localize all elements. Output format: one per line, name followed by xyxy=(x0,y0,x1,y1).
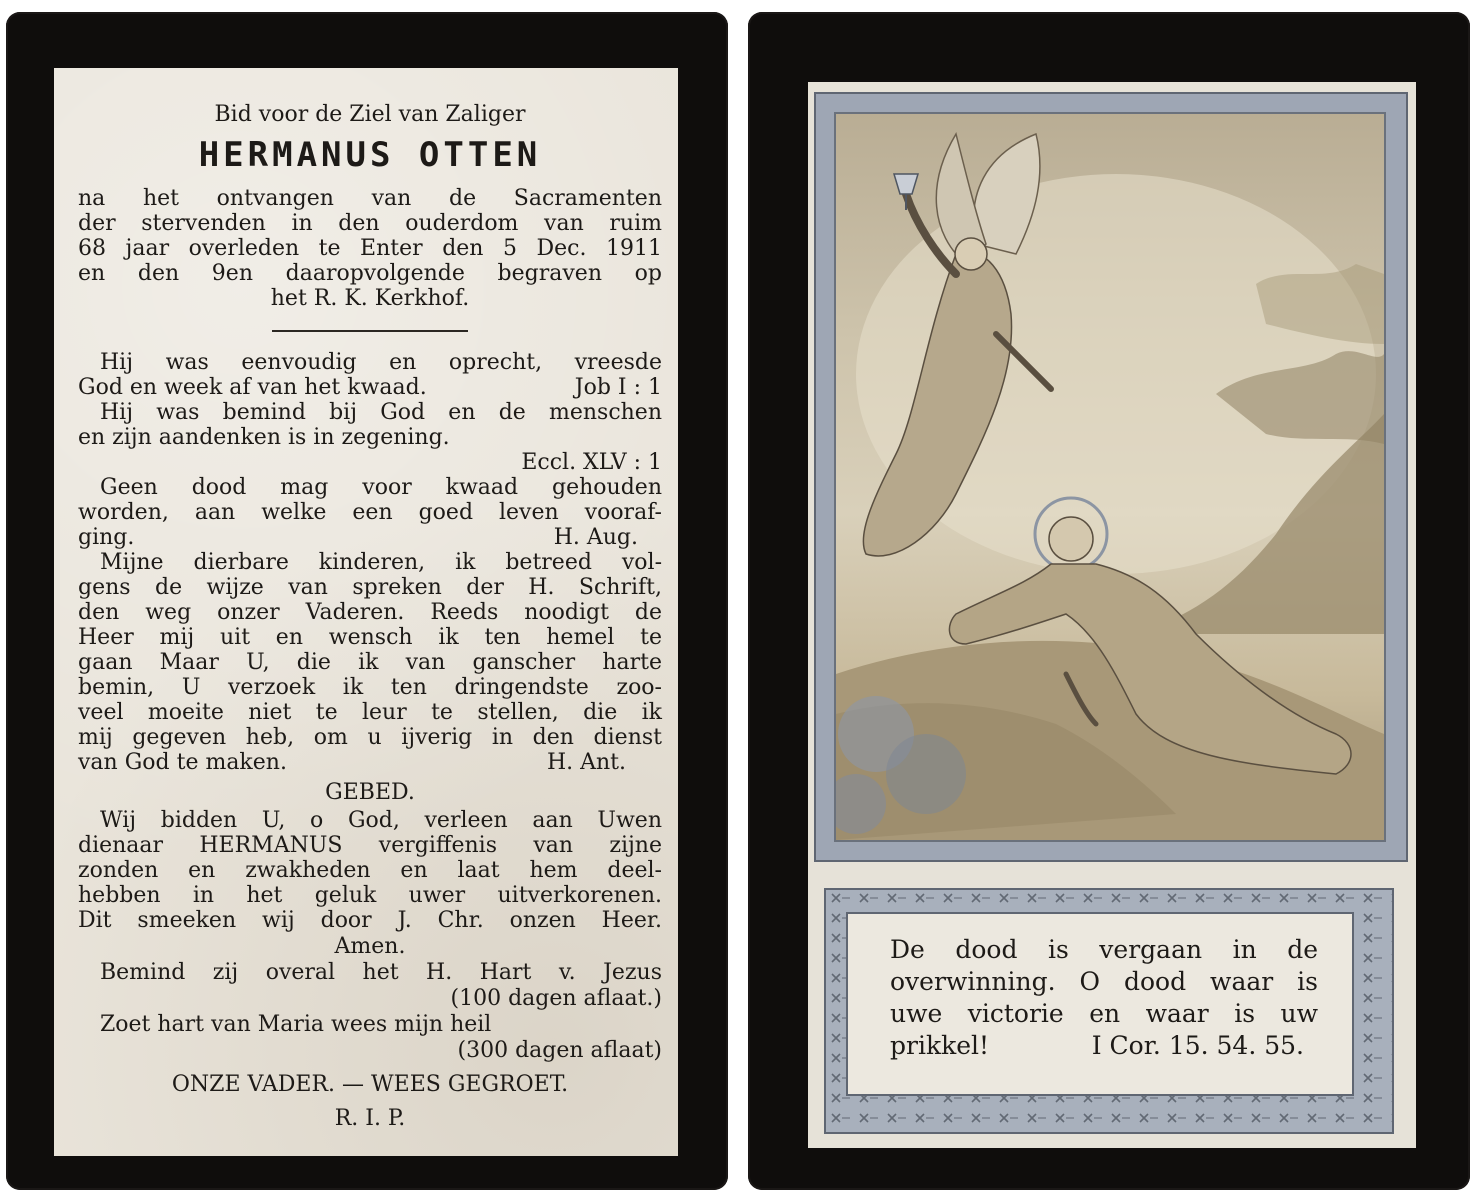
rip-line: R. I. P. xyxy=(334,1106,406,1131)
quote-reference: H. Aug. xyxy=(553,525,638,550)
verse-text: prikkel! xyxy=(890,1031,990,1060)
bio-line: der stervenden in den ouderdom van ruim xyxy=(78,211,662,236)
prayer-line: zonden en zwakheden en laat hem deel- xyxy=(78,858,662,883)
quote-line: gens de wijze van spreken der H. Schrift, xyxy=(78,575,662,600)
quote-text: van God te maken. xyxy=(78,750,287,775)
quote-line: den weg onzer Vaderen. Reeds noodigt de xyxy=(78,600,662,625)
quote-line: worden, aan welke een goed leven vooraf- xyxy=(78,500,662,525)
quote-line: gaan Maar U, die ik van ganscher harte xyxy=(78,650,662,675)
memorial-card-text-side xyxy=(6,12,728,1190)
quote-line: Hij was bemind bij God en de menschen xyxy=(100,400,662,425)
chalice-icon xyxy=(894,174,918,194)
quote-line: en zijn aandenken is in zegening. xyxy=(78,425,450,450)
quote-line xyxy=(78,375,662,400)
quote-text: God en week af van het kwaad. xyxy=(78,375,427,400)
prayer-line: hebben in het geluk uwer uitverkorenen. xyxy=(78,883,662,908)
verse-line xyxy=(890,1030,1318,1062)
illustration-drawing xyxy=(836,114,1384,840)
verse-line: uwe victorie en waar is uw xyxy=(890,999,1318,1028)
quote-reference: Eccl. XLV : 1 xyxy=(521,450,662,475)
quote-line: Geen dood mag voor kwaad gehouden xyxy=(100,475,662,500)
illustration-border xyxy=(814,92,1408,862)
prayer-line: Wij bidden U, o God, verleen aan Uwen xyxy=(100,808,662,833)
christ-head xyxy=(1049,517,1093,561)
silver-shrub xyxy=(886,734,966,814)
quote-line: Hij was eenvoudig en oprecht, vreesde xyxy=(100,350,662,375)
quote-reference: Job I : 1 xyxy=(574,375,662,400)
quote-line xyxy=(78,525,662,550)
quote-line: Mijne dierbare kinderen, ik betreed vol- xyxy=(100,550,662,575)
prayer-heading: GEBED. xyxy=(325,780,415,805)
indulgence-line: Bemind zij overal het H. Hart v. Jezus xyxy=(100,960,662,985)
verse-reference: I Cor. 15. 54. 55. xyxy=(1091,1031,1304,1060)
verse-line: overwinning. O dood waar is xyxy=(890,967,1318,996)
verse-border xyxy=(824,888,1394,1134)
amen-line: Amen. xyxy=(334,934,406,959)
bio-line: na het ontvangen van de Sacramenten xyxy=(78,186,662,211)
quote-reference: H. Ant. xyxy=(546,750,626,775)
indulgence-note: (100 dagen aflaat.) xyxy=(450,986,662,1011)
bio-line: 68 jaar overleden te Enter den 5 Dec. 1911 xyxy=(78,236,662,261)
intro-line: Bid voor de Ziel van Zaliger xyxy=(214,102,526,127)
bio-line: het R. K. Kerkhof. xyxy=(270,286,470,311)
quote-line: veel moeite niet te leur te stellen, die ik xyxy=(78,700,662,725)
memorial-card-image-side xyxy=(748,12,1470,1190)
indulgence-note: (300 dagen aflaat) xyxy=(457,1038,662,1063)
text-panel xyxy=(54,68,678,1156)
verse-box xyxy=(846,912,1354,1096)
deceased-name: HERMANUS OTTEN xyxy=(198,135,542,175)
closing-prayers: ONZE VADER. — WEES GEGROET. xyxy=(171,1072,569,1097)
verse-line: De dood is vergaan in de xyxy=(890,935,1318,964)
bio-line: en den 9en daaropvolgende begraven op xyxy=(78,261,662,286)
quote-line: mij gegeven heb, om u ijverig in den dienst xyxy=(78,725,662,750)
quote-line: Heer mij uit en wensch ik ten hemel te xyxy=(78,625,662,650)
picture-frame xyxy=(808,82,1416,1148)
prayer-line: Dit smeeken wij door J. Chr. onzen Heer. xyxy=(78,908,662,933)
separator-rule xyxy=(272,330,468,332)
prayer-line: dienaar HERMANUS vergiffenis van zijne xyxy=(78,833,662,858)
angel-head xyxy=(955,238,987,270)
quote-text: ging. xyxy=(78,525,135,550)
quote-line xyxy=(78,750,662,775)
quote-line: bemin, U verzoek ik ten dringendste zoo- xyxy=(78,675,662,700)
indulgence-line: Zoet hart van Maria wees mijn heil xyxy=(100,1012,492,1037)
illustration-agony-in-garden xyxy=(834,112,1386,842)
